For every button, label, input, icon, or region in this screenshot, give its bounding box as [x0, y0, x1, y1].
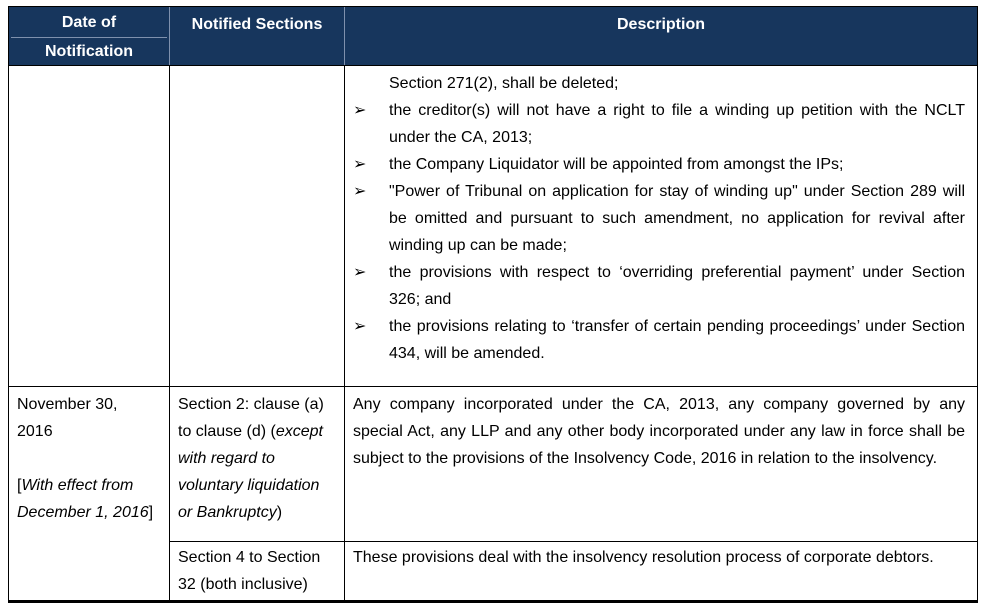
row2-description-cell: Any company incorporated under the CA, 2013, any company governed by any special Act, any LLP and any other body incorporated under any law in force shall be subject to the provisions of the Insolvency Code, 2016 in relation to the insolvency.	[344, 386, 977, 541]
table-body	[9, 66, 977, 600]
sections-text-italic: except with regard to voluntary liquidation or Bankruptcy	[178, 423, 323, 521]
bullet-arrow-icon: ➢	[353, 318, 367, 335]
bullet-text: the provisions with respect to ‘overriding preferential payment’ under Section 326; and	[389, 264, 965, 308]
date-effect-note-text: With effect from December 1, 2016	[17, 477, 149, 521]
bullet-arrow-icon: ➢	[353, 264, 367, 281]
bullet-text: the creditor(s) will not have a right to file a winding up petition with the NCLT under the CA, 2013;	[389, 102, 965, 146]
bullet-text: the provisions relating to ‘transfer of certain pending proceedings’ under Section 434, will be amended.	[389, 318, 965, 362]
row1-description-cell	[344, 66, 977, 386]
bullet-text: "Power of Tribunal on application for stay of winding up" under Section 289 will be omitted and pursuant to such amendment, no application for revival after winding up can be made;	[389, 183, 965, 254]
date-line2: 2016	[17, 423, 53, 440]
header-cell-date	[9, 7, 169, 65]
bullet-item	[353, 259, 965, 313]
bracket-open: [	[17, 477, 22, 494]
bullet-arrow-icon	[353, 70, 389, 97]
header-cell-description: Description	[344, 7, 977, 65]
bullet-item	[353, 70, 965, 97]
bullet-item	[353, 313, 965, 367]
bullet-item	[353, 97, 965, 151]
bullet-item	[353, 178, 965, 259]
date-effect-note	[17, 472, 161, 526]
header-date-line1: Date of	[11, 7, 167, 38]
bullet-text: Section 271(2), shall be deleted;	[389, 75, 619, 92]
date-spacer	[17, 445, 161, 472]
row2-date-cell	[9, 386, 169, 600]
bullet-arrow-icon: ➢	[353, 156, 367, 173]
sections-text-close: )	[276, 504, 283, 521]
row3-sections-cell: Section 4 to Section 32 (both inclusive)	[169, 541, 344, 600]
table-header	[9, 7, 977, 66]
header-cell-notified-sections: Notified Sections	[169, 7, 344, 65]
header-date-line2: Notification	[45, 43, 133, 60]
bullet-text: the Company Liquidator will be appointed from amongst the IPs;	[389, 156, 844, 173]
sections-text: Section 2: clause (a) to clause (d) (	[178, 396, 324, 440]
row1-sections-cell-empty	[169, 66, 344, 386]
bullet-arrow-icon: ➢	[353, 183, 367, 200]
bracket-close: ]	[148, 504, 154, 521]
row1-date-cell-empty	[9, 66, 169, 386]
date-line1: November 30,	[17, 396, 118, 413]
row2-sections-cell	[169, 386, 344, 541]
bullet-item	[353, 151, 965, 178]
row3-description-cell: These provisions deal with the insolvency resolution process of corporate debtors.	[344, 541, 977, 600]
notification-table	[8, 6, 978, 603]
bullet-arrow-icon: ➢	[353, 102, 367, 119]
